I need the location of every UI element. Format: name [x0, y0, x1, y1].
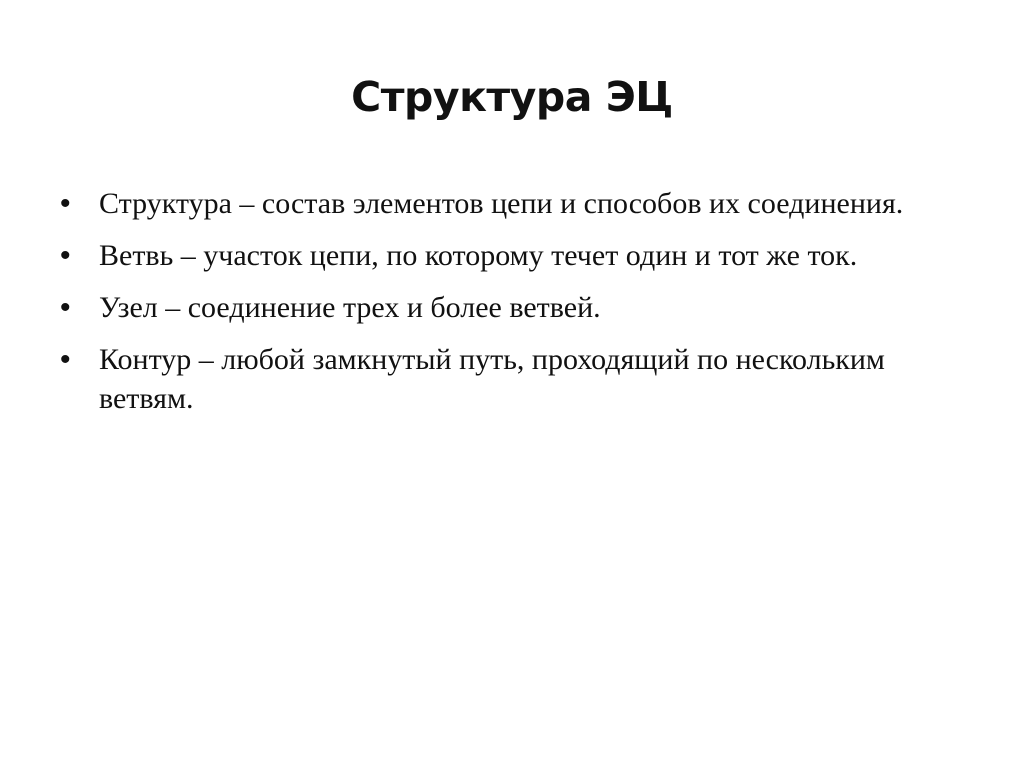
list-item [60, 236, 920, 275]
bullet-list [60, 184, 920, 431]
list-item [60, 184, 920, 223]
bullet-icon: • [60, 187, 71, 220]
bullet-text: Контур – любой замкнутый путь, проходящий по нескольким ветвям. [99, 343, 885, 415]
bullet-text: Ветвь – участок цепи, по которому течет один и тот же ток. [99, 239, 858, 272]
bullet-text: Узел – соединение трех и более ветвей. [99, 291, 601, 324]
bullet-icon: • [60, 291, 71, 324]
bullet-icon: • [60, 239, 71, 272]
slide-title: Структура ЭЦ [351, 73, 673, 121]
bullet-text: Структура – состав элементов цепи и способов их соединения. [99, 187, 904, 220]
list-item [60, 340, 920, 418]
list-item [60, 288, 920, 327]
bullet-icon: • [60, 343, 71, 376]
